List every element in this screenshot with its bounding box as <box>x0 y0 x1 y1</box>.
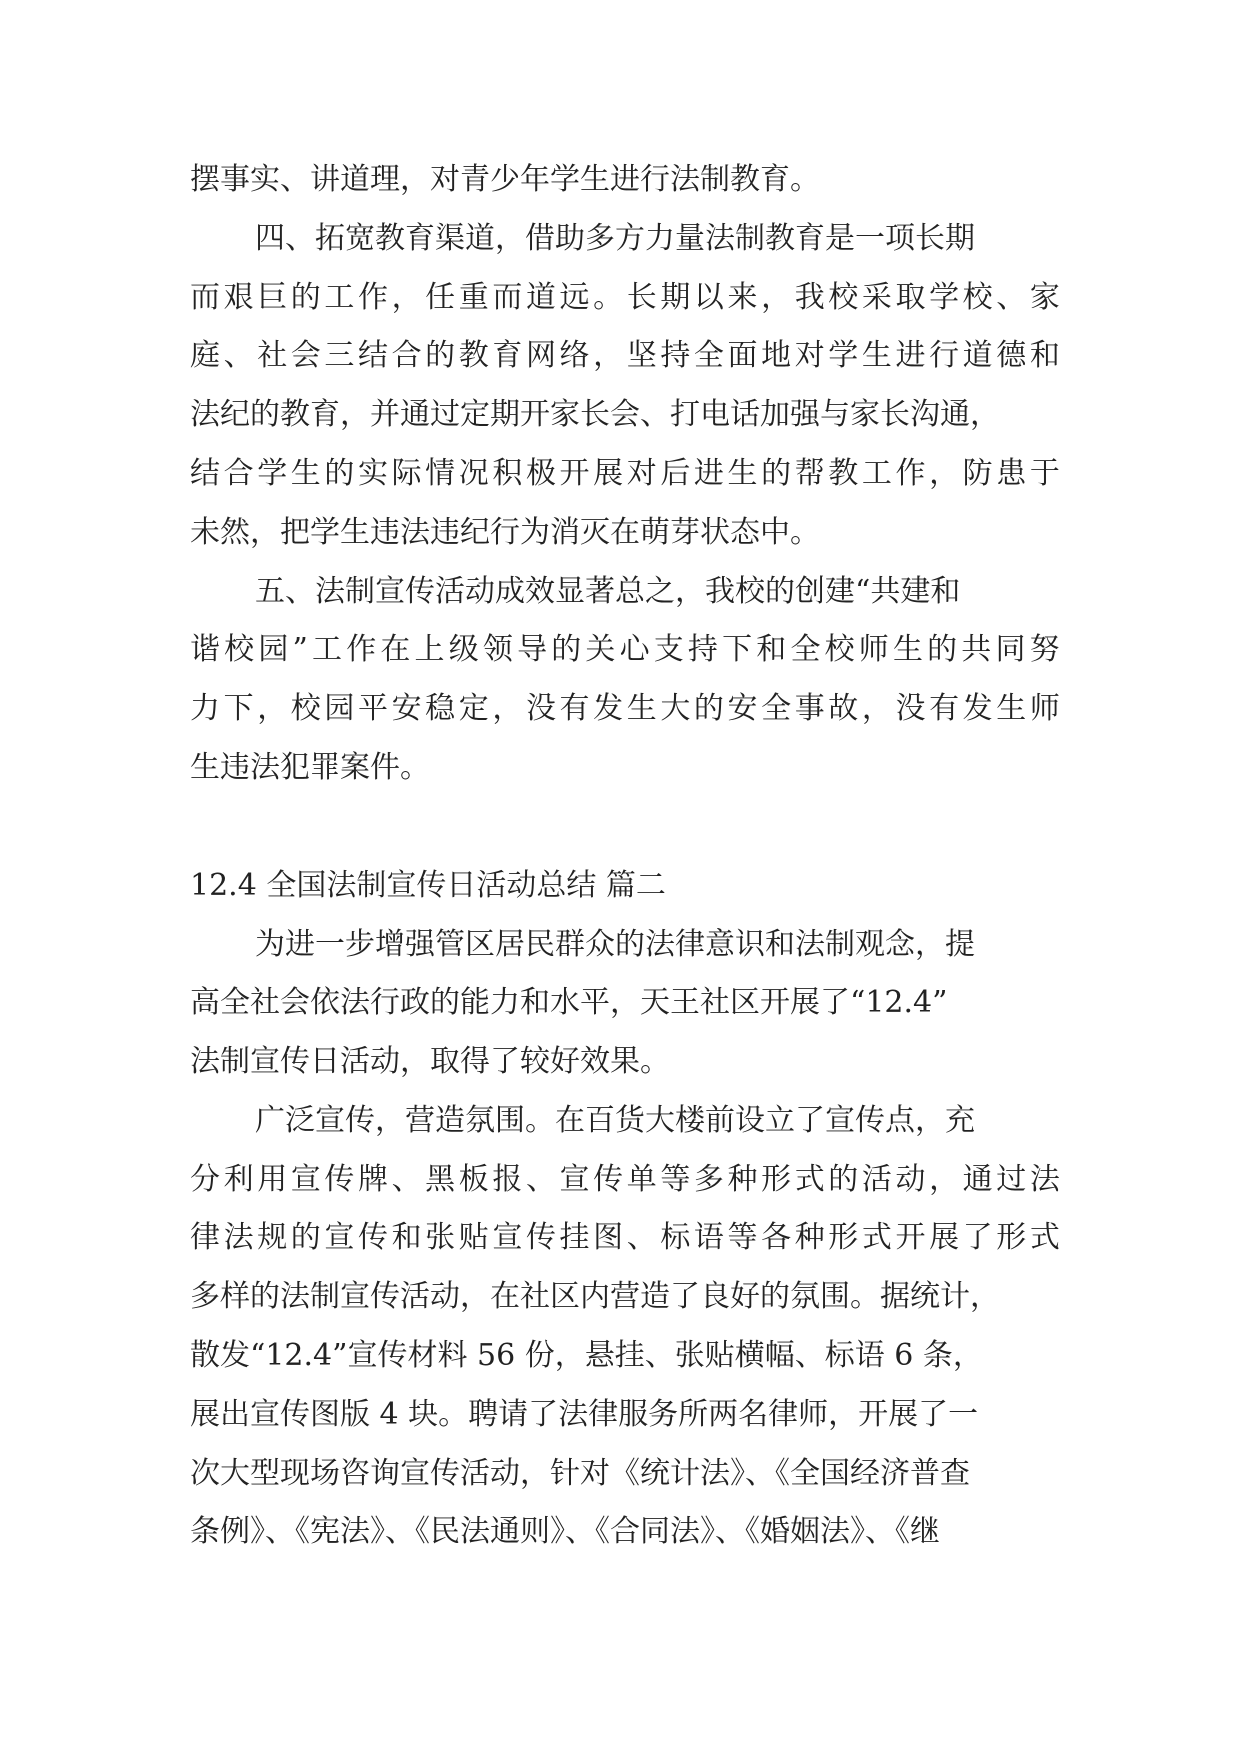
text-line: 展出宣传图版 4 块。聘请了法律服务所两名律师，开展了一 <box>190 1397 979 1432</box>
text-line: 生违法犯罪案件。 <box>190 750 430 785</box>
text-line: 条例》、《宪法》、《民法通则》、《合同法》、《婚姻法》、《继 <box>190 1514 940 1549</box>
text-line: 分 利 用 宣 传 牌 、 黑 板 报 、 宣 传 单 等 多 种 形 式 的 活 动 ， 通 过 法 <box>190 1162 1060 1197</box>
text-line: 五、法制宣传活动成效显著总之，我校的创建“共建和 <box>255 574 961 609</box>
text-line: 次大型现场咨询宣传活动，针对《统计法》、《全国经济普查 <box>190 1456 970 1491</box>
text-line: 法纪的教育，并通过定期开家长会、打电话加强与家长沟通， <box>190 397 1000 432</box>
text-line: 谐 校 园 ” 工 作 在 上 级 领 导 的 关 心 支 持 下 和 全 校 师 生 的 共 同 努 <box>190 632 1060 667</box>
text-line: 而 艰 巨 的 工 作 ， 任 重 而 道 远 。 长 期 以 来 ， 我 校 采 取 学 校 、 家 <box>190 280 1060 315</box>
text-line: 律 法 规 的 宣 传 和 张 贴 宣 传 挂 图 、 标 语 等 各 种 形 式 开 展 了 形 式 <box>190 1220 1060 1255</box>
text-line: 未然，把学生违法违纪行为消灭在萌芽状态中。 <box>190 515 820 550</box>
text-line: 摆事实、讲道理，对青少年学生进行法制教育。 <box>190 162 820 197</box>
text-line: 广泛宣传，营造氛围。在百货大楼前设立了宣传点，充 <box>255 1103 975 1138</box>
text-line: 庭 、 社 会 三 结 合 的 教 育 网 络 ， 坚 持 全 面 地 对 学 生 进 行 道 德 和 <box>190 338 1060 373</box>
text-line: 四、拓宽教育渠道，借助多方力量法制教育是一项长期 <box>255 221 975 256</box>
text-line: 为进一步增强管区居民群众的法律意识和法制观念，提 <box>255 927 975 962</box>
text-line: 高全社会依法行政的能力和水平，天王社区开展了“12.4” <box>190 985 948 1020</box>
section-heading: 12.4 全国法制宣传日活动总结 篇二 <box>190 868 666 903</box>
text-line: 法制宣传日活动，取得了较好效果。 <box>190 1044 670 1079</box>
text-line: 散发“12.4”宣传材料 56 份，悬挂、张贴横幅、标语 6 条， <box>190 1338 983 1373</box>
text-line: 多样的法制宣传活动，在社区内营造了良好的氛围。据统计， <box>190 1279 1000 1314</box>
text-line: 力 下 ， 校 园 平 安 稳 定 ， 没 有 发 生 大 的 安 全 事 故 ， 没 有 发 生 师 <box>190 691 1060 726</box>
text-line: 结 合 学 生 的 实 际 情 况 积 极 开 展 对 后 进 生 的 帮 教 工 作 ， 防 患 于 <box>190 456 1060 491</box>
